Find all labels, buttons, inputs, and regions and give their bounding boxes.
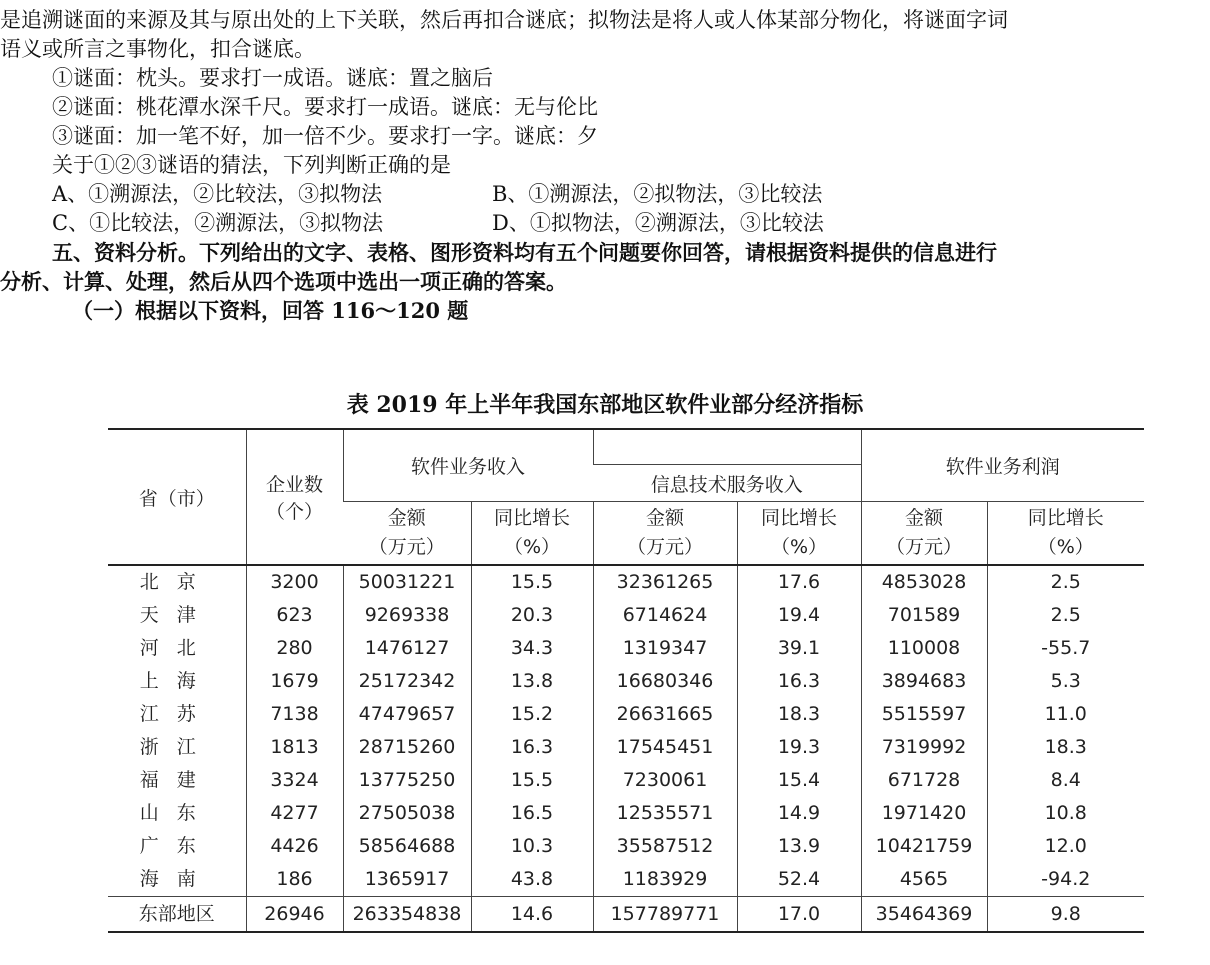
cell-profit-growth: 8.4 (987, 764, 1144, 797)
cell-it-amount: 17545451 (593, 731, 737, 764)
table-row (108, 797, 1144, 830)
cell-revenue-growth: 13.8 (471, 665, 593, 698)
header-growth-label: 同比增长 (493, 507, 570, 529)
cell-revenue-amount: 25172342 (343, 665, 471, 698)
cell-it-growth: 16.3 (737, 665, 861, 698)
header-growth-label: 同比增长 (760, 507, 837, 529)
header-companies (246, 429, 343, 565)
cell-revenue-growth: 15.5 (471, 764, 593, 797)
cell-companies: 4426 (246, 830, 343, 863)
cell-it-growth: 14.9 (737, 797, 861, 830)
cell-revenue-growth: 16.3 (471, 731, 593, 764)
cell-it-amount: 26631665 (593, 698, 737, 731)
riddle-1: ①谜面：枕头。要求打一成语。谜底：置之脑后 (52, 66, 493, 90)
data-table (108, 428, 1144, 933)
table-row (108, 698, 1144, 731)
cell-companies: 623 (246, 599, 343, 632)
cell-revenue-growth: 14.6 (471, 897, 593, 933)
header-amount-label: 金额 (645, 507, 684, 529)
header-amount (861, 502, 987, 566)
cell-it-growth: 17.0 (737, 897, 861, 933)
question-stem: 关于①②③谜语的猜法，下列判断正确的是 (52, 153, 451, 177)
header-amount-unit: （万元） (368, 536, 445, 558)
header-growth (987, 502, 1144, 566)
cell-companies: 26946 (246, 897, 343, 933)
cell-profit-amount: 4565 (861, 863, 987, 897)
header-it-service-revenue: 信息技术服务收入 (593, 465, 861, 502)
cell-province: 天津 (139, 604, 214, 626)
cell-it-amount: 1319347 (593, 632, 737, 665)
cell-it-growth: 52.4 (737, 863, 861, 897)
cell-revenue-amount: 28715260 (343, 731, 471, 764)
cell-revenue-amount: 58564688 (343, 830, 471, 863)
cell-revenue-amount: 27505038 (343, 797, 471, 830)
cell-province: 北京 (108, 565, 246, 599)
cell-companies: 186 (246, 863, 343, 897)
option-d: D、①拟物法，②溯源法，③比较法 (492, 211, 824, 235)
cell-companies: 3324 (246, 764, 343, 797)
section-heading: 五、资料分析。下列给出的文字、表格、图形资料均有五个问题要你回答，请根据资料提供的信息进行 (52, 240, 997, 265)
cell-companies: 1679 (246, 665, 343, 698)
cell-companies: 3200 (246, 565, 343, 599)
header-amount-label: 金额 (904, 507, 943, 529)
option-c: C、①比较法，②溯源法，③拟物法 (52, 211, 384, 235)
cell-profit-growth: -94.2 (987, 863, 1144, 897)
cell-profit-amount: 35464369 (861, 897, 987, 933)
header-growth (737, 502, 861, 566)
riddle-2: ②谜面：桃花潭水深千尺。要求打一成语。谜底：无与伦比 (52, 95, 598, 119)
passage-line: 是追溯谜面的来源及其与原出处的上下关联，然后再扣合谜底；拟物法是将人或人体某部分物化，将谜面字词 (0, 8, 1008, 32)
cell-it-amount: 157789771 (593, 897, 737, 933)
cell-it-amount: 32361265 (593, 565, 737, 599)
table-title: 表 2019 年上半年我国东部地区软件业部分经济指标 (346, 392, 864, 418)
cell-companies: 280 (246, 632, 343, 665)
cell-companies: 4277 (246, 797, 343, 830)
cell-revenue-amount: 1365917 (343, 863, 471, 897)
options-row-2 (0, 209, 1210, 238)
cell-profit-amount: 1971420 (861, 797, 987, 830)
cell-revenue-growth: 20.3 (471, 599, 593, 632)
header-amount-unit: （万元） (626, 536, 703, 558)
cell-profit-growth: 2.5 (987, 599, 1144, 632)
cell-it-amount: 16680346 (593, 665, 737, 698)
cell-profit-growth: 9.8 (987, 897, 1144, 933)
cell-province: 福建 (139, 769, 214, 791)
cell-profit-growth: 12.0 (987, 830, 1144, 863)
cell-revenue-amount: 263354838 (343, 897, 471, 933)
table-row (108, 830, 1144, 863)
cell-profit-amount: 5515597 (861, 698, 987, 731)
cell-revenue-amount: 1476127 (343, 632, 471, 665)
cell-profit-amount: 3894683 (861, 665, 987, 698)
option-b: B、①溯源法，②拟物法，③比较法 (492, 182, 823, 206)
cell-profit-growth: 5.3 (987, 665, 1144, 698)
cell-profit-growth: 10.8 (987, 797, 1144, 830)
table-row (108, 731, 1144, 764)
cell-profit-amount: 7319992 (861, 731, 987, 764)
cell-it-amount: 35587512 (593, 830, 737, 863)
header-amount (343, 502, 471, 566)
cell-it-growth: 13.9 (737, 830, 861, 863)
cell-revenue-amount: 9269338 (343, 599, 471, 632)
cell-profit-amount: 10421759 (861, 830, 987, 863)
cell-profit-growth: 11.0 (987, 698, 1144, 731)
cell-province: 河北 (139, 637, 214, 659)
cell-it-amount: 12535571 (593, 797, 737, 830)
cell-revenue-growth: 15.5 (471, 565, 593, 599)
header-amount-label: 金额 (387, 507, 426, 529)
header-software-revenue: 软件业务收入 (343, 429, 593, 502)
table-body (108, 565, 1144, 932)
option-a: A、①溯源法，②比较法，③拟物法 (52, 182, 383, 206)
cell-it-growth: 18.3 (737, 698, 861, 731)
cell-revenue-growth: 16.5 (471, 797, 593, 830)
cell-it-growth: 17.6 (737, 565, 861, 599)
table-row (108, 565, 1144, 599)
cell-profit-growth: -55.7 (987, 632, 1144, 665)
cell-revenue-growth: 10.3 (471, 830, 593, 863)
header-province: 省（市） (108, 429, 246, 565)
header-companies-unit: （个） (265, 501, 323, 523)
cell-it-amount: 6714624 (593, 599, 737, 632)
header-amount-unit: （万元） (885, 536, 962, 558)
cell-it-growth: 39.1 (737, 632, 861, 665)
cell-province: 浙江 (139, 736, 214, 758)
cell-province: 广东 (139, 835, 214, 857)
cell-revenue-growth: 34.3 (471, 632, 593, 665)
cell-revenue-growth: 15.2 (471, 698, 593, 731)
cell-revenue-amount: 50031221 (343, 565, 471, 599)
cell-profit-amount: 701589 (861, 599, 987, 632)
cell-profit-amount: 671728 (861, 764, 987, 797)
table-total-row (108, 897, 1144, 933)
cell-it-growth: 19.3 (737, 731, 861, 764)
header-it-spacer (593, 429, 861, 465)
riddle-3: ③谜面：加一笔不好，加一倍不少。要求打一字。谜底：夕 (52, 124, 598, 148)
header-growth-unit: （%） (503, 536, 561, 558)
header-growth-label: 同比增长 (1027, 507, 1104, 529)
cell-province: 东部地区 (108, 897, 246, 933)
options-row-1 (0, 180, 1210, 209)
section-heading-cont: 分析、计算、处理，然后从四个选项中选出一项正确的答案。 (0, 269, 567, 294)
table-row (108, 863, 1144, 897)
cell-revenue-growth: 43.8 (471, 863, 593, 897)
table-row (108, 665, 1144, 698)
cell-profit-growth: 2.5 (987, 565, 1144, 599)
table-row (108, 764, 1144, 797)
cell-province: 江苏 (139, 703, 214, 725)
table-row (108, 599, 1144, 632)
cell-profit-amount: 110008 (861, 632, 987, 665)
passage (0, 6, 1210, 325)
section-subheading: （一）根据以下资料，回答 116～120 题 (72, 298, 469, 323)
table-row (108, 632, 1144, 665)
cell-it-amount: 7230061 (593, 764, 737, 797)
cell-province: 海南 (139, 868, 214, 890)
cell-province: 上海 (139, 670, 214, 692)
cell-companies: 7138 (246, 698, 343, 731)
header-growth (471, 502, 593, 566)
header-companies-label: 企业数 (265, 474, 323, 496)
header-software-profit: 软件业务利润 (861, 429, 1144, 502)
cell-province: 山东 (139, 802, 214, 824)
cell-profit-growth: 18.3 (987, 731, 1144, 764)
passage-line: 语义或所言之事物化，扣合谜底。 (0, 37, 315, 61)
cell-it-amount: 1183929 (593, 863, 737, 897)
cell-it-growth: 19.4 (737, 599, 861, 632)
header-growth-unit: （%） (770, 536, 828, 558)
cell-revenue-amount: 13775250 (343, 764, 471, 797)
cell-revenue-amount: 47479657 (343, 698, 471, 731)
header-growth-unit: （%） (1037, 536, 1094, 558)
cell-companies: 1813 (246, 731, 343, 764)
cell-profit-amount: 4853028 (861, 565, 987, 599)
cell-it-growth: 15.4 (737, 764, 861, 797)
header-amount (593, 502, 737, 566)
